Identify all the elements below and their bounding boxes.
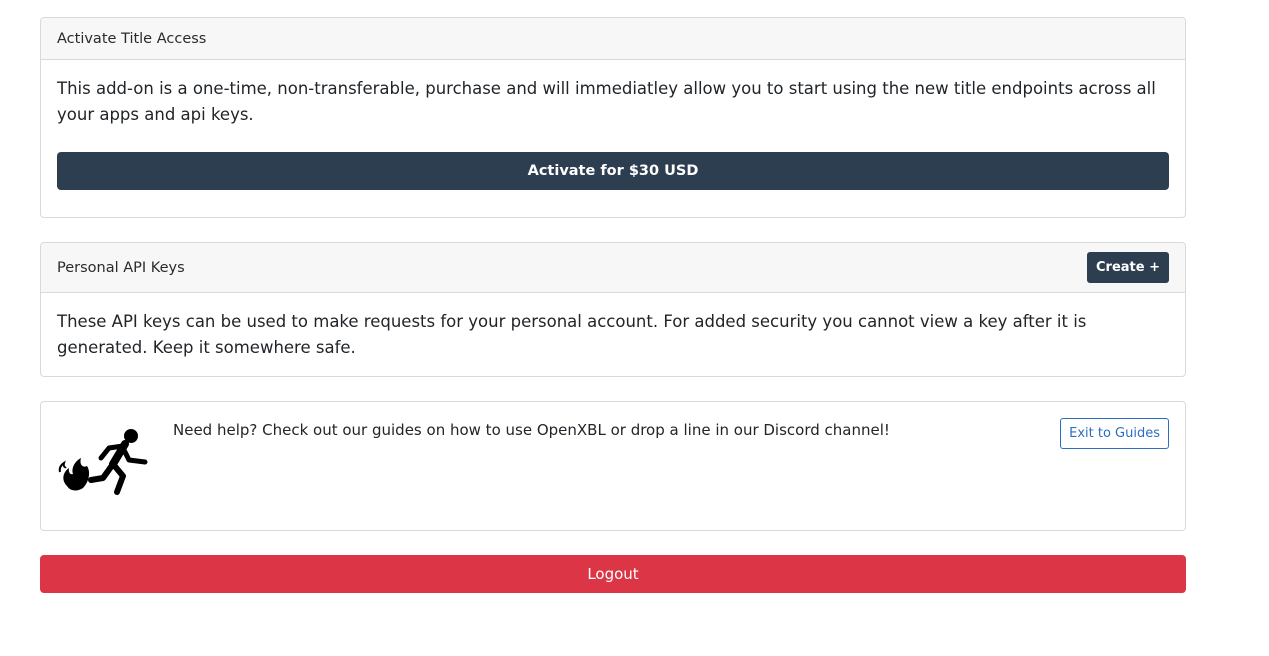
activate-button[interactable]: Activate for $30 USD [57,152,1169,190]
api-keys-card-body [41,293,1185,377]
api-keys-description: These API keys can be used to make requests for your personal account. For added security you cannot view a key after it is generated. Keep it somewhere safe. [57,312,1087,357]
personal-api-keys-card [40,242,1186,377]
api-keys-card-title: Personal API Keys [57,259,185,276]
running-flame-icon [57,428,153,504]
activate-card-header [41,18,1185,60]
help-text: Need help? Check out our guides on how to use OpenXBL or drop a line in our Discord channel! [173,421,890,439]
activate-description: This add-on is a one-time, non-transferable, purchase and will immediatley allow you to start using the new title endpoints across all your apps and api keys. [57,79,1156,124]
exit-to-guides-button[interactable]: Exit to Guides [1060,418,1169,449]
api-keys-card-header [41,243,1185,293]
activate-title-access-card [40,17,1186,218]
logout-button[interactable]: Logout [40,555,1186,593]
help-card [40,401,1186,531]
account-settings [40,17,1186,593]
create-api-key-button[interactable]: Create + [1087,252,1169,283]
activate-card-body [41,60,1185,206]
activate-card-title: Activate Title Access [57,30,207,47]
